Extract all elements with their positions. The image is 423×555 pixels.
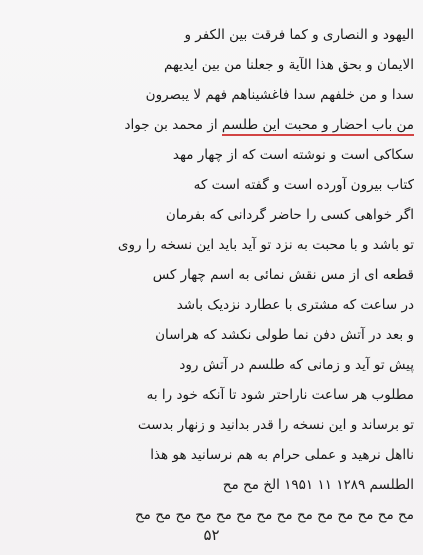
manuscript-line-9: قطعه ای از مس نقش نمائی به اسم چهار کس	[152, 267, 414, 283]
manuscript-line-13: مطلوب هر ساعت ناراحتر شود تا آنکه خود را به	[146, 387, 414, 403]
manuscript-text-block	[62, 20, 414, 530]
manuscript-line-17: مح مح مح مح مح مح مح مح مح مح مح مح مح مح	[134, 507, 414, 523]
manuscript-line-10: در ساعت که مشتری با عطارد نزدیک باشد	[176, 297, 414, 313]
line-4-remainder: از محمد بن جواد	[124, 117, 218, 133]
underlined-phrase: من باب احضار و محبت این طلسم	[222, 117, 414, 136]
manuscript-line-4	[62, 110, 414, 140]
manuscript-line-15: نااهل نرهید و عملی حرام به هم نرسانید هو هذا	[150, 447, 414, 463]
manuscript-line-14: تو برساند و این نسخه را قدر بدانید و زنهار بدست	[137, 417, 414, 433]
page-number: ۵۲	[203, 526, 220, 544]
manuscript-line-5: سکاکی است و نوشته است که از چهار مهد	[172, 147, 414, 163]
manuscript-line-6: کتاب بیرون آورده است و گفته است که	[193, 177, 414, 193]
manuscript-line-8: تو باشد و با محبت به نزد تو آید باید این نسخه را روی	[117, 237, 414, 253]
manuscript-line-3: سدا و من خلفهم سدا فاغشیناهم فهم لا یبصرون	[145, 87, 414, 103]
manuscript-line-12: پیش تو آید و زمانی که طلسم در آتش رود	[179, 357, 414, 373]
manuscript-line-11: و بعد در آتش دفن نما طولی نکشد که هراسان	[155, 327, 414, 343]
manuscript-line-1: الیهود و النصاری و کما فرقت بین الکفر و	[184, 27, 414, 43]
manuscript-line-2: الایمان و بحق هذا الآیة و جعلنا من بین ایدیهم	[163, 57, 414, 73]
manuscript-line-7: اگر خواهی کسی را حاضر گردانی که بفرمان	[165, 207, 414, 223]
manuscript-line-16: الطلسم ۱۲۸۹ ۱۱ ۱۹۵۱ الخ مح مح	[222, 477, 414, 493]
